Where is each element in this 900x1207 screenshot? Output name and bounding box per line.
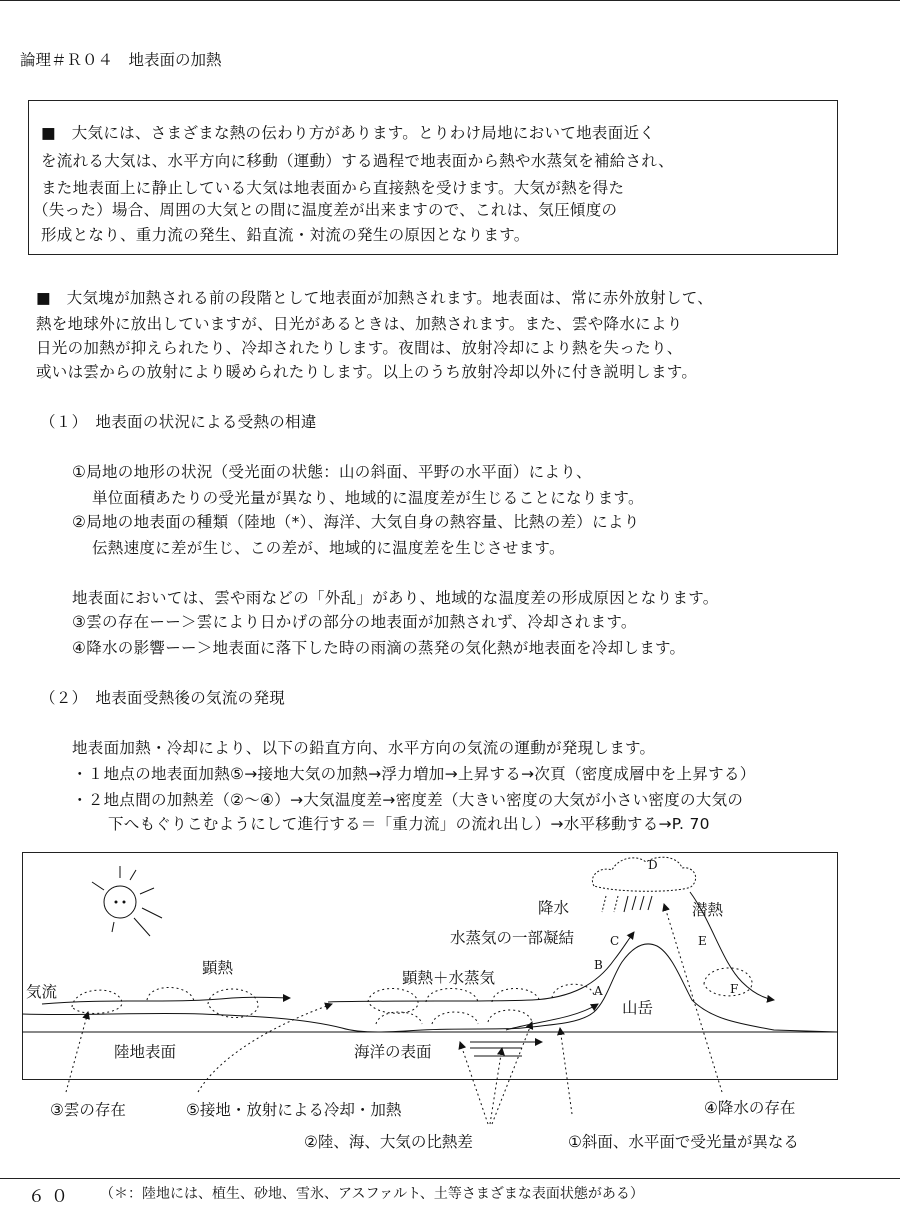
- label-rikuchi: 陸地表面: [114, 1043, 177, 1061]
- leader-c4: [664, 904, 722, 1092]
- page-number: ６０: [28, 1187, 74, 1207]
- intro-box: [28, 100, 838, 255]
- point-a: A: [594, 984, 603, 998]
- label-kennetsu-suijoki: 顕熱＋水蒸気: [402, 969, 496, 987]
- label-gyouketsu: 水蒸気の一部凝結: [450, 929, 575, 947]
- callout-specific-heat: ②陸、海、大気の比熱差: [304, 1133, 473, 1151]
- section2-line: 下へもぐりこむようにして進行する＝「重力流」の流れ出し）→水平移動する→P. 70: [108, 815, 710, 833]
- section1-item: ①局地の地形の状況（受光面の状態：山の斜面、平野の水平面）により、: [72, 463, 592, 481]
- intro-line: 形成となり、重力流の発生、鉛直流・対流の発生の原因となります。: [41, 226, 530, 244]
- section1-item: ②局地の地表面の種類（陸地（*）、海洋、大気自身の熱容量、比熱の差）により: [72, 513, 640, 531]
- callout-slope: ①斜面、水平面で受光量が異なる: [568, 1133, 799, 1151]
- point-b: B: [594, 958, 603, 972]
- slope-airflow-arrow: [506, 1004, 598, 1030]
- label-kaiyou: 海洋の表面: [354, 1043, 432, 1061]
- leader-c2a: [460, 1042, 488, 1124]
- para2-line: 或いは雲からの放射により暖められたりします。以上のうち放射冷却以外に付き説明します。: [36, 363, 698, 381]
- leader-c1: [560, 1028, 572, 1114]
- bottom-rule: [0, 1178, 900, 1179]
- callout-precipitation: ④降水の存在: [704, 1099, 796, 1117]
- top-rule: [0, 0, 900, 1]
- point-c: C: [610, 934, 620, 948]
- label-sangaku: 山岳: [622, 999, 654, 1017]
- section2-line: ・１地点の地表面加熱⑤→接地大気の加熱→浮力増加→上昇する→次頁（密度成層中を上昇する）: [72, 765, 756, 783]
- rain-lines: [602, 896, 652, 912]
- para2-line: 熱を地球外に放出していますが、日光があるときは、加熱されます。また、雲や降水により: [36, 315, 683, 333]
- point-f: F: [730, 982, 739, 996]
- disturbance-line: ④降水の影響ーー＞地表面に落下した時の雨滴の蒸発の気化熱が地表面を冷却します。: [72, 639, 686, 657]
- callout-ground-radiation: ⑤接地・放射による冷却・加熱: [186, 1101, 402, 1119]
- airflow-arrow-left: [42, 997, 290, 1004]
- para2-line: ■ 大気塊が加熱される前の段階として地表面が加熱されます。地表面は、常に赤外放射して、: [36, 289, 713, 307]
- para2-line: 日光の加熱が抑えられたり、冷却されたりします。夜間は、放射冷却により熱を失ったり、: [36, 339, 683, 357]
- section1-item: 伝熱速度に差が生じ、この差が、地域的に温度差を生じさせます。: [92, 539, 565, 557]
- intro-line: ■ 大気には、さまざまな熱の伝わり方があります。とりわけ局地において地表面近く: [41, 124, 656, 142]
- label-kennetsu: 顕熱: [202, 959, 234, 977]
- point-d: D: [648, 858, 658, 872]
- label-kousui: 降水: [538, 899, 570, 917]
- disturbance-line: 地表面においては、雲や雨などの「外乱」があり、地域的な温度差の形成原因となります。: [72, 589, 719, 607]
- section2-heading: （２） 地表面受熱後の気流の発現: [40, 689, 286, 707]
- leader-c3: [66, 1012, 88, 1092]
- label-sennetsu: 潜熱: [692, 901, 724, 919]
- callout-cloud: ③雲の存在: [50, 1101, 126, 1119]
- disturbance-line: ③雲の存在ーー＞雲により日かげの部分の地表面が加熱されず、冷却されます。: [72, 613, 637, 631]
- point-e: E: [698, 934, 707, 948]
- intro-line: また地表面上に静止している大気は地表面から直接熱を受けます。大気が熱を得た: [41, 179, 625, 197]
- section2-line: 地表面加熱・冷却により、以下の鉛直方向、水平方向の気流の運動が発現します。: [72, 739, 656, 757]
- intro-line: （失った）場合、周囲の大気との間に温度差が出来ますので、これは、気圧傾度の: [33, 201, 618, 219]
- document-title: 論理＃Ｒ０４ 地表面の加熱: [20, 51, 222, 69]
- leader-c2b: [490, 1048, 502, 1124]
- sun-icon: [92, 866, 162, 936]
- section1-heading: （１） 地表面の状況による受熱の相違: [40, 413, 317, 431]
- section2-line: ・２地点間の加熱差（②～④）→大気温度差→密度差（大きい密度の大気が小さい密度の大気の: [72, 791, 744, 809]
- section1-item: 単位面積あたりの受光量が異なり、地域的に温度差が生じることになります。: [92, 489, 644, 507]
- intro-line: を流れる大気は、水平方向に移動（運動）する過程で地表面から熱や水蒸気を補給され、: [41, 152, 674, 170]
- diagram: [22, 852, 882, 1172]
- label-kiryu: 気流: [26, 983, 58, 1001]
- rain-cloud-icon: [592, 857, 695, 891]
- footnote: （＊：陸地には、植生、砂地、雪氷、アスファルト、土等さまざまな表面状態がある）: [100, 1186, 644, 1202]
